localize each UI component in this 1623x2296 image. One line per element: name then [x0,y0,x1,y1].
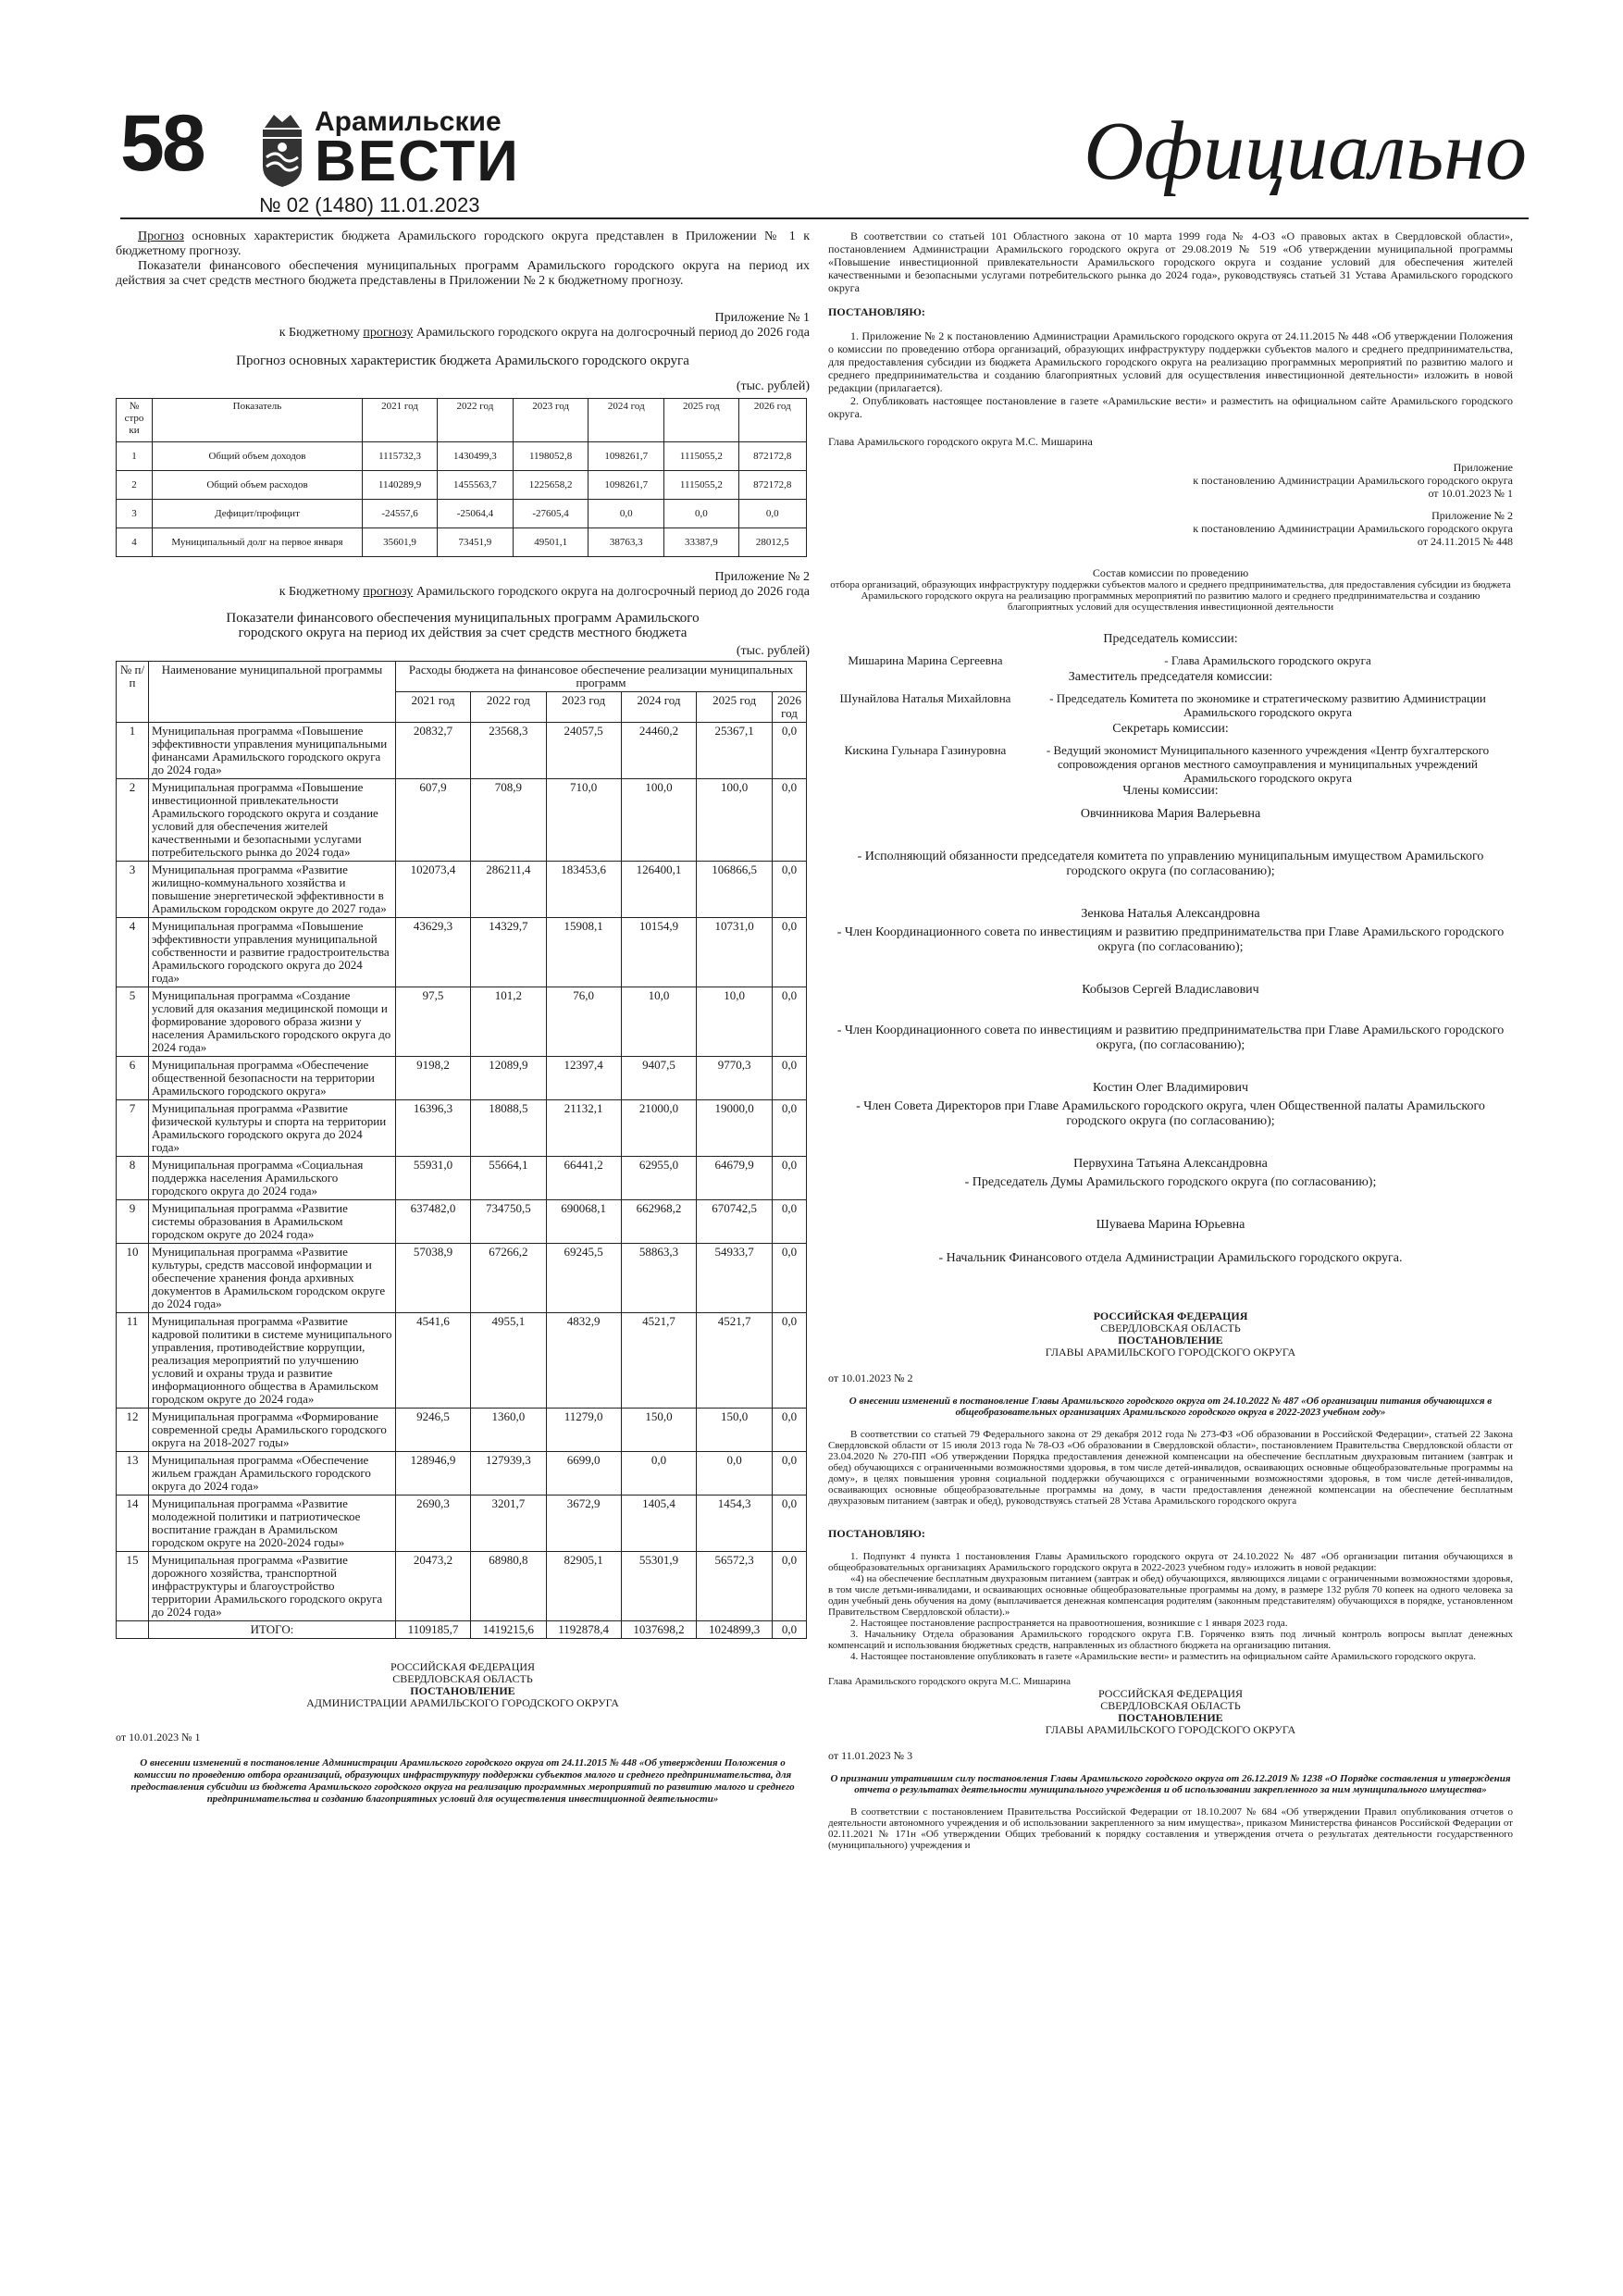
decree-3-heading: РОССИЙСКАЯ ФЕДЕРАЦИЯ СВЕРДЛОВСКАЯ ОБЛАСТЬ ПОСТАНОВЛЕНИЕ ГЛАВЫ АРАМИЛЬСКОГО ГОРОДСКОГО ОКРУГА [1045,1687,1296,1736]
page-number: 58 [120,99,204,188]
deputy-label: Заместитель председателя комиссии: [1068,670,1273,684]
member-name: Шуваева Марина Юрьевна [1096,1218,1245,1232]
table-row: 1 Муниципальная программа «Повышение эффективности управления муниципальными финансами Арамильского городского округа до 2024 года» 20832,7 23568,3 24057,5 24460,2 25367,1 0,0 [117,723,807,779]
member-position: - Член Координационного совета по инвестициям и развитию предпринимательства при Главе Арамильского городского округа, (по согласованию); [836,1024,1505,1052]
table2-year-header: 2026 год [773,692,807,723]
issue-number: № 02 (1480) 11.01.2023 [259,193,480,217]
table1-header: 2024 год [588,399,664,442]
decree-3-date: от 11.01.2023 № 3 [828,1749,913,1762]
table-row: 12 Муниципальная программа «Формирование современной среды Арамильского городского округа на 2018-2027 годы» 9246,5 1360,0 11279,0 150,0 150,0 0,0 [117,1409,807,1452]
appendix-2-link[interactable]: прогнозу [363,585,414,599]
deputy-name: Шунайлова Наталья Михайловна [839,691,1011,705]
decree-1-heading: РОССИЙСКАЯ ФЕДЕРАЦИЯ СВЕРДЛОВСКАЯ ОБЛАСТЬ ПОСТАНОВЛЕНИЕ АДМИНИСТРАЦИИ АРАМИЛЬСКОГО ГОРОДСКОГО ОКРУГА [306,1660,619,1709]
table-row: 6 Муниципальная программа «Обеспечение общественной безопасности на территории Арамильского городского округа» 9198,2 12089,9 12397,4 9407,5 9770,3 0,0 [117,1057,807,1100]
table2-header-num: № п/п [117,662,149,723]
table2-header-group: Расходы бюджета на финансовое обеспечение реализации муниципальных программ [396,662,807,692]
table2-title: Показатели финансового обеспечения муниципальных программ Арамильского городского округа на период их действия за счет средств местного бюджета [226,611,700,640]
composition-title: Состав комиссии по проведению [1092,566,1249,579]
deputy-position: - Председатель Комитета по экономике и стратегическому развитию Администрации Арамильского городского округа [1049,691,1486,719]
member-name: Кобызов Сергей Владиславович [1082,983,1259,997]
decree-3-preamble: В соответствии с постановлением Правительства Российской Федерации от 18.10.2007 № 684 «Об утверждении Правил опубликования отчетов о деятельности автономного учреждения и об использовании закрепленного за ним имущества», приказом Министерства финансов Российской Федерации от 02.11.2021 № 171н «Об утверждении Общих требований к порядку составления и утверждения отчета о результатах деятельности государственного (муниципального) учреждения и [828,1806,1513,1851]
header-divider [120,217,1529,219]
table-row: 2 Общий объем расходов 1140289,9 1455563,7 1225658,2 1098261,7 1115055,2 872172,8 [117,471,807,500]
table-row: 13 Муниципальная программа «Обеспечение жильем граждан Арамильского городского округа до 2024 года» 128946,9 127939,3 6699,0 0,0 0,0 0,0 [117,1452,807,1496]
decree-2-items: 1. Подпункт 4 пункта 1 постановления Главы Арамильского городского округа от 24.10.2022 № 487 «Об организации питания обучающихся в общеобразовательных организациях Арамильского городского округа в 2022-2023 учебном году» изложить в новой редакции: «4) на обеспечение бесплатным двухразовым питанием (завтрак и обед) обучающихся, являющихся лицами с ограниченными возможностями здоровья, в том числе детьми-инвалидами, и осваивающих основные общеобразовательные программы на дому, в размере 132 рубля 70 копеек на одного человека за один учебный день обучения на дому (выплачивается денежная компенсация родителям (законным представителям) обучающихся в порядке, установленном Правительством Свердловской области).» 2. Настоящее постановление распространяется на правоотношения, возникшие с 1 января 2023 года. 3. Начальнику Отдела образования Арамильского городского округа Г.В. Горяченко взять под личный контроль вопросы выплат денежных компенсаций и использования бюджетных средств, направленных из областного бюджета на организацию питания. 4. Настоящее постановление опубликовать в газете «Арамильские вести» и разместить на официальном сайте Арамильского городского округа. [828,1551,1513,1662]
decree-2-date: от 10.01.2023 № 2 [828,1371,913,1384]
table-row: 4 Муниципальный долг на первое января 35601,9 73451,9 49501,1 38763,3 33387,9 28012,5 [117,528,807,557]
decree-2-heading: РОССИЙСКАЯ ФЕДЕРАЦИЯ СВЕРДЛОВСКАЯ ОБЛАСТЬ ПОСТАНОВЛЕНИЕ ГЛАВЫ АРАМИЛЬСКОГО ГОРОДСКОГО ОКРУГА [1045,1309,1296,1359]
member-position: - Председатель Думы Арамильского городского округа (по согласованию); [964,1175,1377,1189]
table2-unit: (тыс. рублей) [736,644,810,658]
secretary-entry [828,743,1513,785]
member-name: Зенкова Наталья Александровна [1081,907,1260,921]
member-position: - Член Координационного совета по инвестициям и развитию предпринимательства при Главе Арамильского городского округа (по согласованию); [836,925,1505,954]
table-row: 11 Муниципальная программа «Развитие кадровой политики в системе муниципального управления, противодействие коррупции, реализация мероприятий по улучшению условий и охраны труда и развитие информационного общества в Арамильском городском округе до 2024 года» 4541,6 4955,1 4832,9 4521,7 4521,7 0,0 [117,1313,807,1409]
deputy-entry [828,691,1513,719]
intro-paragraph-2: Показатели финансового обеспечения муниципальных программ Арамильского городского округа на период их действия за счет средств местного бюджета представлены в Приложении № 2 к бюджетному прогнозу. [116,259,810,288]
table1-header: Показатель [153,399,363,442]
member-position: - Член Совета Директоров при Главе Арамильского городского округа, член Общественной палаты Арамильского городского округа (по согласованию); [856,1099,1485,1128]
secretary-name: Кискина Гульнара Газинуровна [844,743,1007,757]
secretary-position: - Ведущий экономист Муниципального казенного учреждения «Центр бухгалтерского сопровождения органов местного самоуправления и муниципальных учреждений Арамильского городского округа [1046,743,1490,785]
masthead [120,99,1527,217]
table1-header: 2026 год [738,399,806,442]
table-row: 9 Муниципальная программа «Развитие системы образования в Арамильском городском округе до 2024 года» 637482,0 734750,5 690068,1 662968,2 670742,5 0,0 [117,1200,807,1244]
budget-forecast-table [116,398,807,557]
logo-main-text: ВЕСТИ [315,130,520,193]
table1-header: 2023 год [513,399,588,442]
table-row: 4 Муниципальная программа «Повышение эффективности управления муниципальной собственности и развитие градостроительства Арамильского городского округа до 2024 года» 43629,3 14329,7 15908,1 10154,9 10731,0 0,0 [117,918,807,987]
table1-header: 2021 год [363,399,438,442]
table1-title: Прогноз основных характеристик бюджета Арамильского городского округа [236,354,689,368]
attachment-1-block: Приложение к постановлению Администрации Арамильского городского округа от 10.01.2023 № 1 [1193,461,1513,500]
decree-1-resolve: ПОСТАНОВЛЯЮ: [828,305,925,318]
members-list [828,807,1513,1266]
chair-entry [828,653,1513,667]
table2-year-header: 2024 год [621,692,697,723]
table1-unit: (тыс. рублей) [736,379,810,393]
member-position: - Начальник Финансового отдела Администрации Арамильского городского округа. [938,1251,1403,1265]
decree-1-item-2: 2. Опубликовать настоящее постановление в газете «Арамильские вести» и разместить на официальном сайте Арамильского городского округа. [828,394,1513,420]
appendix-1-ref: к Бюджетному прогнозу Арамильского городского округа на долгосрочный период до 2026 года [279,326,810,340]
table-row: 3 Муниципальная программа «Развитие жилищно-коммунального хозяйства и повышение энергетической эффективности в Арамильском городском округе до 2027 года» 102073,4 286211,4 183453,6 126400,1 106866,5 0,0 [117,862,807,918]
table-row: 15 Муниципальная программа «Развитие дорожного хозяйства, транспортной инфраструктуры и благоустройство территории Арамильского городского округа до 2024 года» 20473,2 68980,8 82905,1 55301,9 56572,3 0,0 [117,1552,807,1621]
decree-3-title: О признании утратившим силу постановления Главы Арамильского городского округа от 26.12.2019 № 1238 «О Порядке составления и утверждения отчета о результатах деятельности муниципального учреждения и об использовании закрепленного за ним муниципального имущества» [830,1773,1511,1795]
table-row: 1 Общий объем доходов 1115732,3 1430499,3 1198052,8 1098261,7 1115055,2 872172,8 [117,442,807,471]
composition-text: отбора организаций, образующих инфраструктуру поддержки субъектов малого и среднего предпринимательства, для предоставления субсидии из бюджета Арамильского городского округа на реализацию программных мероприятий по развитию малого и среднего предпринимательства и созданию благоприятных условий для осуществления инвестиционной деятельности [830,579,1511,613]
decree-2-preamble: В соответствии со статьей 79 Федерального закона от 29 декабря 2012 года № 273-ФЗ «Об образовании в Российской Федерации», статьей 22 Закона Свердловской области от 15 июля 2013 года № 78-ОЗ «Об образовании в Свердловской области», постановлением Правительства Свердловской области от 23.04.2020 № 270-ПП «Об утверждении Порядка предоставления денежной компенсации на обеспечение бесплатным двухразовым питанием (завтрак и обед) обучающихся с ограниченными возможностями здоровья, в том числе детей-инвалидов, осваивающих основные общеобразовательные программы на дому», в целях повышения уровня социальной поддержки обучающихся с ограниченными возможностями здоровья, в том числе детей-инвалидов, осваивающих основные общеобразовательные программы на дому, в части предоставления денежной компенсации на обеспечение бесплатным двухразовым питанием (завтрак и обед), руководствуясь статьей 28 Устава Арамильского городского округа [828,1429,1513,1507]
logo-top-text: Арамильские [315,106,502,137]
table1-header: № стро ки [117,399,153,442]
member-position: - Исполняющий обязанности председателя комитета по управлению муниципальным имуществом Арамильского городского округа (по согласованию); [857,850,1484,878]
table2-year-header: 2021 год [396,692,471,723]
table-row: 8 Муниципальная программа «Социальная поддержка населения Арамильского городского округа до 2024 года» 55931,0 55664,1 66441,2 62955,0 64679,9 0,0 [117,1157,807,1200]
forecast-link[interactable]: Прогноз [138,230,184,243]
member-name: Костин Олег Владимирович [1092,1081,1248,1095]
decree-2-title: О внесении изменений в постановление Главы Арамильского городского округа от 24.10.2022 № 487 «Об организации питания обучающихся в общеобразовательных организациях Арамильского городского округа в 2022-2023 учебном году» [849,1396,1493,1418]
member-name: Овчинникова Мария Валерьевна [1080,807,1261,821]
table2-year-header: 2022 год [471,692,547,723]
attachment-2-block: Приложение № 2 к постановлению Администрации Арамильского городского округа от 24.11.2015 № 448 [1193,509,1513,548]
appendix-1-link[interactable]: прогнозу [363,326,414,340]
chair-label: Председатель комиссии: [1103,632,1238,646]
appendix-2-ref: к Бюджетному прогнозу Арамильского городского округа на долгосрочный период до 2026 года [279,585,810,599]
decree-1-preamble: В соответствии со статьей 101 Областного закона от 10 марта 1999 года № 4-ОЗ «О правовых актах в Свердловской области», постановлением Администрации Арамильского городского округа от 29.08.2019 № 519 «Об утверждении муниципальной программы «Повышение инвестиционной привлекательности Арамильского городского округа и создание условий для обеспечения жителей качественными и безопасными услугами потребительского рынка до 2024 года», руководствуясь статьей 31 Устава Арамильского городского округа [828,230,1513,294]
table1-header: 2025 год [664,399,738,442]
programs-funding-table [116,661,807,1639]
table2-year-header: 2025 год [697,692,773,723]
right-column [828,230,1513,1851]
secretary-label: Секретарь комиссии: [1112,722,1229,736]
section-title: Официально [1084,105,1527,197]
chair-name: Мишарина Марина Сергеевна [848,653,1003,667]
table-row: 10 Муниципальная программа «Развитие культуры, средств массовой информации и обеспечение хранения фонда архивных документов в Арамильском городском округе до 2024 года» 57038,9 67266,2 69245,5 58863,3 54933,7 0,0 [117,1244,807,1313]
table-row: 5 Муниципальная программа «Создание условий для оказания медицинской помощи и формирование здорового образа жизни у населения Арамильского городского округа до 2024 года» 97,5 101,2 76,0 10,0 10,0 0,0 [117,987,807,1057]
members-label: Члены комиссии: [1122,784,1219,798]
city-emblem-icon [259,109,305,187]
table2-header-name: Наименование муниципальной программы [149,662,396,723]
table-row: 2 Муниципальная программа «Повышение инвестиционной привлекательности Арамильского городского округа и создание условий для обеспечения жителей качественными и безопасными услугами потребительского рынка до 2024 года» 607,9 708,9 710,0 100,0 100,0 0,0 [117,779,807,862]
appendix-2-label: Приложение № 2 [714,570,810,584]
table1-header: 2022 год [438,399,514,442]
table-total-row: ИТОГО: 1109185,7 1419215,6 1192878,4 1037698,2 1024899,3 0,0 [117,1621,807,1639]
decree-1-date: от 10.01.2023 № 1 [116,1731,201,1744]
decree-2-signature: Глава Арамильского городского округа М.С. Мишарина [828,1676,1071,1687]
table-row: 14 Муниципальная программа «Развитие молодежной политики и патриотическое воспитание граждан в Арамильском городском округе на 2020-2024 годы» 2690,3 3201,7 3672,9 1405,4 1454,3 0,0 [117,1496,807,1552]
intro-paragraph-1: Прогноз основных характеристик бюджета Арамильского городского округа представлен в Приложении № 1 к бюджетному прогнозу. [116,230,810,258]
decree-1-signature: Глава Арамильского городского округа М.С. Мишарина [828,435,1093,448]
decree-1-title: О внесении изменений в постановление Администрации Арамильского городского округа от 24.11.2015 № 448 «Об утверждении Положения о комиссии по проведению отбора организаций, образующих инфраструктуру поддержки субъектов малого и среднего предпринимательства, для предоставления субсидии из бюджета Арамильского городского округа на реализацию программных мероприятий по развитию малого и среднего предпринимательства и созданию благоприятных условий для осуществления инвестиционной деятельности» [130,1757,795,1805]
appendix-1-label: Приложение № 1 [714,311,810,325]
member-name: Первухина Татьяна Александровна [1073,1157,1268,1171]
decree-2-resolve: ПОСТАНОВЛЯЮ: [828,1527,925,1540]
table2-year-header: 2023 год [546,692,621,723]
table-row: 7 Муниципальная программа «Развитие физической культуры и спорта на территории Арамильского городского округа до 2024 года» 16396,3 18088,5 21132,1 21000,0 19000,0 0,0 [117,1100,807,1157]
decree-1-item-1: 1. Приложение № 2 к постановлению Администрации Арамильского городского округа от 24.11.2015 № 448 «Об утверждении Положения о комиссии по проведению отбора организаций, образующих инфраструктуру поддержки субъектов малого и среднего предпринимательства, для предоставления субсидии из бюджета Арамильского городского округа на реализацию программных мероприятий по развитию малого и среднего предпринимательства и созданию благоприятных условий для осуществления инвестиционной деятельности» изложить в новой редакции (прилагается). [828,329,1513,394]
chair-position: - Глава Арамильского городского округа [1164,653,1371,667]
left-column [116,230,810,1806]
table-row: 3 Дефицит/профицит -24557,6 -25064,4 -27605,4 0,0 0,0 0,0 [117,500,807,528]
